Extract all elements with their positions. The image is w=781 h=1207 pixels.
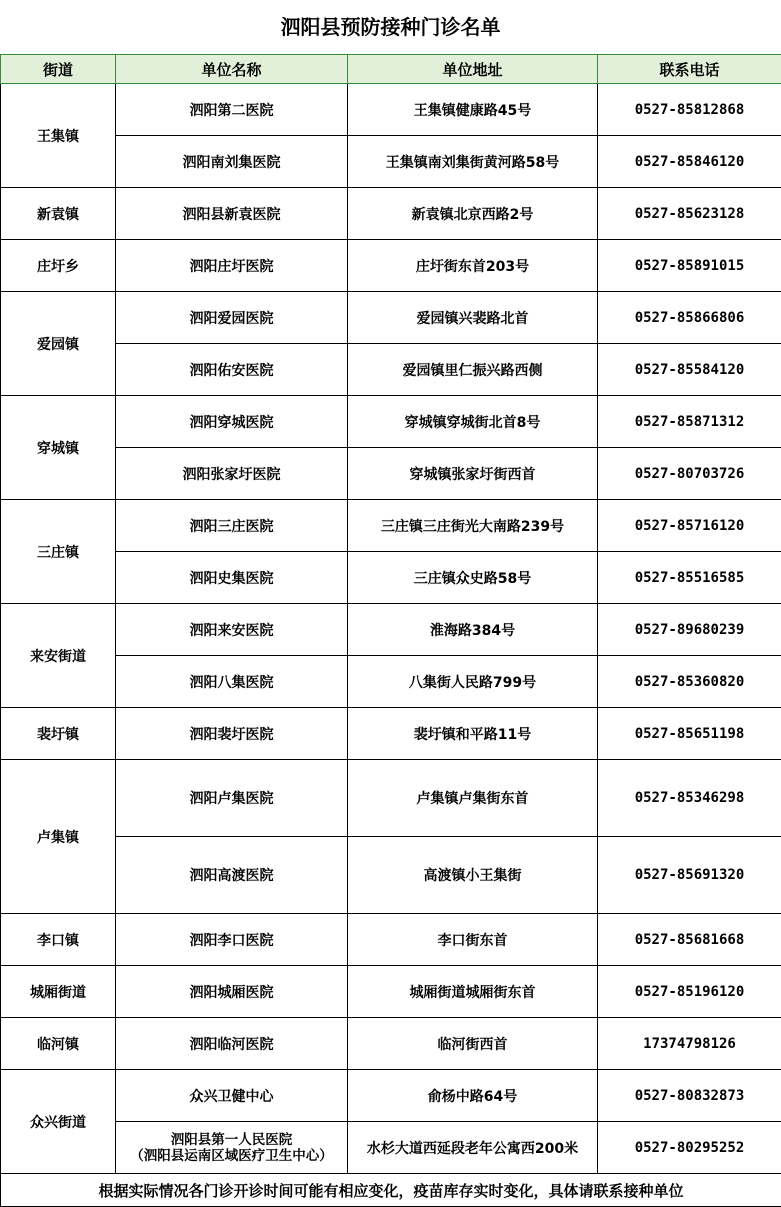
table-row <box>1 552 781 604</box>
table-body <box>1 84 781 1174</box>
unit-name-cell: 泗阳佑安医院 <box>116 344 348 396</box>
phone-cell: 0527-85716120 <box>598 500 781 552</box>
table-row <box>1 966 781 1018</box>
unit-name-cell: 泗阳八集医院 <box>116 656 348 708</box>
table-row <box>1 1018 781 1070</box>
phone-cell: 0527-85681668 <box>598 914 781 966</box>
street-cell: 临河镇 <box>1 1018 116 1070</box>
unit-address-cell: 临河街西首 <box>348 1018 598 1070</box>
street-cell: 穿城镇 <box>1 396 116 500</box>
table-header-row <box>1 55 781 84</box>
unit-name-cell: 泗阳城厢医院 <box>116 966 348 1018</box>
phone-cell: 0527-85871312 <box>598 396 781 448</box>
street-cell: 裴圩镇 <box>1 708 116 760</box>
unit-name-cell: 泗阳南刘集医院 <box>116 136 348 188</box>
unit-address-cell: 俞杨中路64号 <box>348 1070 598 1122</box>
phone-cell: 0527-85346298 <box>598 760 781 837</box>
unit-name-cell: 众兴卫健中心 <box>116 1070 348 1122</box>
phone-cell: 0527-85866806 <box>598 292 781 344</box>
table-row <box>1 604 781 656</box>
table-row <box>1 500 781 552</box>
table-row <box>1 136 781 188</box>
street-cell: 李口镇 <box>1 914 116 966</box>
unit-name-cell: 泗阳第二医院 <box>116 84 348 136</box>
phone-cell: 0527-80832873 <box>598 1070 781 1122</box>
unit-name-cell: 泗阳裴圩医院 <box>116 708 348 760</box>
unit-address-cell: 城厢街道城厢街东首 <box>348 966 598 1018</box>
table-row <box>1 188 781 240</box>
unit-name-cell: 泗阳县第一人民医院 （泗阳县运南区域医疗卫生中心） <box>116 1122 348 1174</box>
unit-name-cell: 泗阳高渡医院 <box>116 837 348 914</box>
phone-cell: 0527-85516585 <box>598 552 781 604</box>
unit-address-cell: 高渡镇小王集街 <box>348 837 598 914</box>
street-cell: 新袁镇 <box>1 188 116 240</box>
unit-address-cell: 裴圩镇和平路11号 <box>348 708 598 760</box>
table-row <box>1 396 781 448</box>
street-cell: 城厢街道 <box>1 966 116 1018</box>
street-cell: 卢集镇 <box>1 760 116 914</box>
header-unit-name: 单位名称 <box>116 55 348 84</box>
unit-address-cell: 新袁镇北京西路2号 <box>348 188 598 240</box>
phone-cell: 0527-85891015 <box>598 240 781 292</box>
phone-cell: 0527-85623128 <box>598 188 781 240</box>
unit-address-cell: 李口街东首 <box>348 914 598 966</box>
header-phone: 联系电话 <box>598 55 781 84</box>
unit-name-cell: 泗阳三庄医院 <box>116 500 348 552</box>
street-cell: 王集镇 <box>1 84 116 188</box>
table-row <box>1 656 781 708</box>
phone-cell: 0527-85846120 <box>598 136 781 188</box>
unit-name-cell: 泗阳来安医院 <box>116 604 348 656</box>
table-row <box>1 708 781 760</box>
phone-cell: 0527-85196120 <box>598 966 781 1018</box>
phone-cell: 0527-85360820 <box>598 656 781 708</box>
clinic-table <box>0 54 781 1207</box>
unit-address-cell: 王集镇健康路45号 <box>348 84 598 136</box>
table-row <box>1 292 781 344</box>
unit-name-cell: 泗阳临河医院 <box>116 1018 348 1070</box>
unit-address-cell: 爱园镇里仁振兴路西侧 <box>348 344 598 396</box>
unit-address-cell: 穿城镇穿城街北首8号 <box>348 396 598 448</box>
phone-cell: 0527-85651198 <box>598 708 781 760</box>
phone-cell: 0527-85584120 <box>598 344 781 396</box>
header-unit-address: 单位地址 <box>348 55 598 84</box>
unit-address-cell: 三庄镇三庄街光大南路239号 <box>348 500 598 552</box>
unit-address-cell: 爱园镇兴裴路北首 <box>348 292 598 344</box>
unit-name-cell: 泗阳穿城医院 <box>116 396 348 448</box>
footer-note: 根据实际情况各门诊开诊时间可能有相应变化，疫苗库存实时变化，具体请联系接种单位 <box>1 1174 781 1207</box>
unit-name-cell: 泗阳史集医院 <box>116 552 348 604</box>
unit-address-cell: 淮海路384号 <box>348 604 598 656</box>
table-row <box>1 84 781 136</box>
unit-name-cell: 泗阳县新袁医院 <box>116 188 348 240</box>
street-cell: 众兴街道 <box>1 1070 116 1174</box>
table-row <box>1 344 781 396</box>
unit-name-cell: 泗阳卢集医院 <box>116 760 348 837</box>
phone-cell: 0527-85691320 <box>598 837 781 914</box>
phone-cell: 0527-85812868 <box>598 84 781 136</box>
table-row <box>1 1070 781 1122</box>
phone-cell: 0527-80295252 <box>598 1122 781 1174</box>
table-row <box>1 1122 781 1174</box>
table-row <box>1 240 781 292</box>
phone-cell: 0527-80703726 <box>598 448 781 500</box>
table-row <box>1 914 781 966</box>
unit-name-cell: 泗阳李口医院 <box>116 914 348 966</box>
unit-address-cell: 王集镇南刘集街黄河路58号 <box>348 136 598 188</box>
unit-name-cell: 泗阳爱园医院 <box>116 292 348 344</box>
phone-cell: 17374798126 <box>598 1018 781 1070</box>
unit-address-cell: 水杉大道西延段老年公寓西200米 <box>348 1122 598 1174</box>
street-cell: 三庄镇 <box>1 500 116 604</box>
unit-name-cell: 泗阳庄圩医院 <box>116 240 348 292</box>
phone-cell: 0527-89680239 <box>598 604 781 656</box>
unit-address-cell: 庄圩街东首203号 <box>348 240 598 292</box>
street-cell: 爱园镇 <box>1 292 116 396</box>
page-title: 泗阳县预防接种门诊名单 <box>0 0 781 54</box>
table-row <box>1 837 781 914</box>
table-row <box>1 760 781 837</box>
table-row <box>1 448 781 500</box>
street-cell: 来安街道 <box>1 604 116 708</box>
unit-address-cell: 八集街人民路799号 <box>348 656 598 708</box>
unit-name-cell: 泗阳张家圩医院 <box>116 448 348 500</box>
footer-row <box>1 1174 781 1207</box>
street-cell: 庄圩乡 <box>1 240 116 292</box>
unit-address-cell: 卢集镇卢集街东首 <box>348 760 598 837</box>
unit-address-cell: 三庄镇众史路58号 <box>348 552 598 604</box>
header-street: 街道 <box>1 55 116 84</box>
unit-address-cell: 穿城镇张家圩街西首 <box>348 448 598 500</box>
